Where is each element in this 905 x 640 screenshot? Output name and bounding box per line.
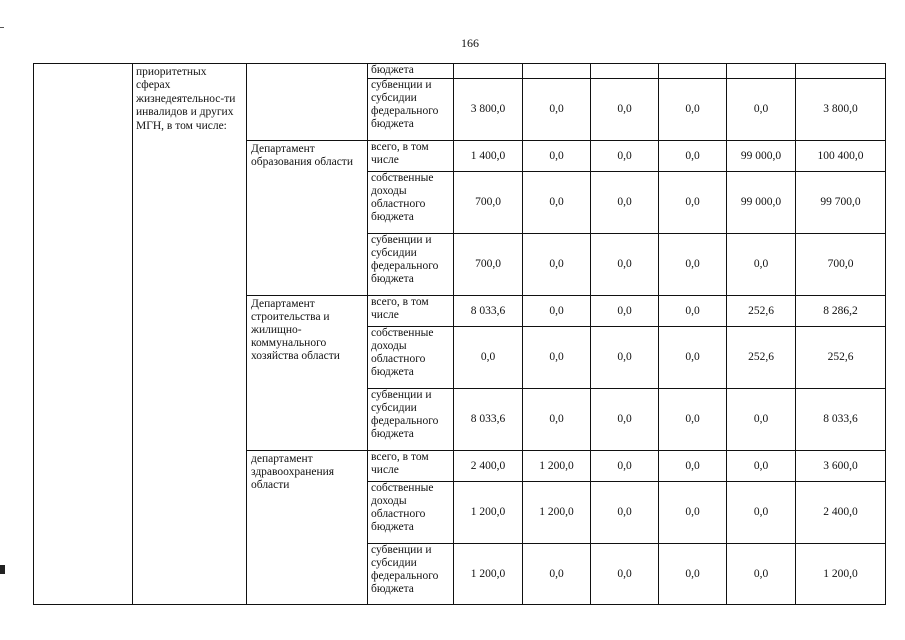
cell-description: всего, в том числе xyxy=(368,296,454,327)
cell-value: 0,0 xyxy=(659,482,727,544)
page-number: 166 xyxy=(461,36,479,50)
cell-value: 0,0 xyxy=(727,544,796,605)
cell-value xyxy=(796,64,886,79)
program-text: приоритетных сферах жизнедеятельнос-ти инвалидов и других МГН, в том числе: xyxy=(136,66,236,132)
cell-value xyxy=(591,64,659,79)
cell-value: 8 033,6 xyxy=(454,389,523,451)
cell-value: 0,0 xyxy=(659,327,727,389)
cell-value: 0,0 xyxy=(659,234,727,296)
cell-value xyxy=(523,64,591,79)
cell-value: 0,0 xyxy=(659,172,727,234)
cell-value: 0,0 xyxy=(591,172,659,234)
cell-value: 1 200,0 xyxy=(454,544,523,605)
cell-number-column xyxy=(34,64,133,605)
cell-value: 0,0 xyxy=(727,389,796,451)
cell-value: 700,0 xyxy=(454,234,523,296)
cell-value: 1 200,0 xyxy=(523,482,591,544)
cell-value: 99 000,0 xyxy=(727,172,796,234)
budget-table-container xyxy=(33,63,885,604)
cell-value: 0,0 xyxy=(523,327,591,389)
cell-description: субвенции и субсидии федерального бюджета xyxy=(368,234,454,296)
table-body xyxy=(34,64,886,605)
cell-value: 0,0 xyxy=(523,234,591,296)
budget-table xyxy=(33,63,886,605)
cell-value: 0,0 xyxy=(659,389,727,451)
cell-department: Департамент строительства и жилищно-коммунального хозяйства области xyxy=(247,296,368,451)
cell-value: 0,0 xyxy=(591,141,659,172)
cell-value: 0,0 xyxy=(523,544,591,605)
cell-value: 252,6 xyxy=(727,327,796,389)
cell-description: собственные доходы областного бюджета xyxy=(368,482,454,544)
cell-description: собственные доходы областного бюджета xyxy=(368,172,454,234)
cell-description: субвенции и субсидии федерального бюджета xyxy=(368,79,454,141)
cell-value: 1 400,0 xyxy=(454,141,523,172)
cell-value: 3 800,0 xyxy=(454,79,523,141)
cell-value: 0,0 xyxy=(591,234,659,296)
cell-value: 8 286,2 xyxy=(796,296,886,327)
cell-value: 0,0 xyxy=(659,544,727,605)
cell-value: 0,0 xyxy=(523,141,591,172)
cell-program xyxy=(133,64,247,605)
cell-value xyxy=(659,64,727,79)
cell-value: 0,0 xyxy=(523,79,591,141)
cell-description: всего, в том числе xyxy=(368,451,454,482)
cell-value xyxy=(727,64,796,79)
cell-value: 1 200,0 xyxy=(523,451,591,482)
cell-value: 2 400,0 xyxy=(796,482,886,544)
cell-value: 0,0 xyxy=(523,389,591,451)
cell-department: департамент здравоохранения области xyxy=(247,451,368,605)
cell-description: бюджета xyxy=(368,64,454,79)
cell-value: 8 033,6 xyxy=(454,296,523,327)
cell-value: 0,0 xyxy=(523,172,591,234)
cell-value: 1 200,0 xyxy=(454,482,523,544)
cell-value: 2 400,0 xyxy=(454,451,523,482)
cell-department: Департамент образования области xyxy=(247,141,368,296)
cell-value: 0,0 xyxy=(591,296,659,327)
cell-description: субвенции и субсидии федерального бюджета xyxy=(368,389,454,451)
cell-value: 3 600,0 xyxy=(796,451,886,482)
cell-value: 99 700,0 xyxy=(796,172,886,234)
scan-edge-mark xyxy=(0,27,4,28)
cell-value: 0,0 xyxy=(591,327,659,389)
cell-value: 252,6 xyxy=(727,296,796,327)
table-row xyxy=(34,64,886,79)
cell-value: 252,6 xyxy=(796,327,886,389)
cell-value: 0,0 xyxy=(454,327,523,389)
cell-value: 1 200,0 xyxy=(796,544,886,605)
cell-value: 100 400,0 xyxy=(796,141,886,172)
cell-value: 99 000,0 xyxy=(727,141,796,172)
cell-value: 0,0 xyxy=(727,234,796,296)
cell-value: 3 800,0 xyxy=(796,79,886,141)
cell-value: 8 033,6 xyxy=(796,389,886,451)
cell-value: 0,0 xyxy=(591,544,659,605)
cell-value: 0,0 xyxy=(659,79,727,141)
cell-value: 0,0 xyxy=(591,482,659,544)
cell-department-empty xyxy=(247,64,368,141)
cell-value: 0,0 xyxy=(659,296,727,327)
cell-value: 700,0 xyxy=(796,234,886,296)
cell-value: 0,0 xyxy=(727,482,796,544)
cell-value: 0,0 xyxy=(727,79,796,141)
cell-value: 0,0 xyxy=(659,141,727,172)
cell-value: 0,0 xyxy=(523,296,591,327)
cell-value: 0,0 xyxy=(591,389,659,451)
cell-description: субвенции и субсидии федерального бюджета xyxy=(368,544,454,605)
cell-description: всего, в том числе xyxy=(368,141,454,172)
cell-value xyxy=(454,64,523,79)
cell-value: 0,0 xyxy=(659,451,727,482)
scan-artifact-mark xyxy=(0,565,5,574)
cell-value: 0,0 xyxy=(591,79,659,141)
cell-description: собственные доходы областного бюджета xyxy=(368,327,454,389)
cell-value: 0,0 xyxy=(727,451,796,482)
cell-value: 0,0 xyxy=(591,451,659,482)
cell-value: 700,0 xyxy=(454,172,523,234)
